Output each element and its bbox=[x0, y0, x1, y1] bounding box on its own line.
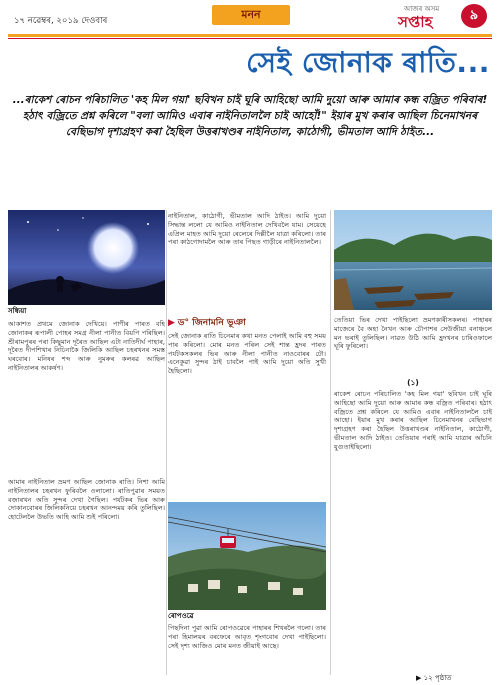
byline-marker-icon: ▶ bbox=[168, 318, 175, 328]
photo1-caption-label: সন্ধিয়া bbox=[8, 307, 27, 315]
column-2-text-mid: সেই জোনাক ৰাতি চিনেমাৰ কথা মনত পেলাই আমি বহু সময় পাৰ কৰিলো। মোৰ মনত পৰিল সেই শান্ত হ্ৰদৰ পাৰত পৰ্যটকসকলৰ ভিৰ আৰু নীলা পানীত নাওবোৰৰ ঢৌ। এনেকুৱা সুন্দৰ ঠাই চাবলৈ পাই আমি দুয়ো অতি সুখী হৈছিলো। bbox=[168, 332, 326, 376]
continued-marker-icon: ▶ bbox=[416, 674, 422, 682]
column-divider bbox=[330, 210, 331, 675]
article-teaser: ...ৰাকেশ ৰোচন পৰিচালিত 'কহ মিল গয়া' ছবিখন চাই ঘূৰি আহিছো আমি দুয়ো আৰু আমাৰ কন্ধ বজ্ৰিত পৰিবাৰ! হঠাৎ বজ্ৰিতে প্ৰশ্ন কৰিলে "বলা আমিও এবাৰ নাইনিতাললৈ চাই আহোঁ!" ইয়াৰ মুখ কৰাৰ আছিল চিনেমাখনৰ বেছিভাগ দৃশ্যগ্ৰহণ কৰা হৈছিল উত্তৰাখণ্ডৰ নাইনিতাল, কাঠোগী, ভীমতাল আদি ঠাইত... bbox=[12, 94, 488, 138]
header-rule bbox=[8, 34, 492, 37]
photo3-caption-label: ৰোপওৱে bbox=[168, 612, 194, 620]
column-1-text-bottom: আমাৰ নাইনিতাল ভ্ৰমণ আছিল জোনাক ৰাতি। নিশা আমি নাইনিতালৰ চহৰখন ফুৰিবলৈ ওলালো। ৰাতিপুৱাৰ সময়ত বজাৰখন অতি সুন্দৰ দেখা গৈছিল। পৰ্যটকৰ ভিৰ আৰু দোকানবোৰৰ জিলিকনিয়ে চহৰখন আনন্দময় কৰি তুলিছিল। হোটেললৈ উভতি আহি আমি শুই পৰিলো। bbox=[8, 478, 165, 522]
photo-ropeway bbox=[168, 502, 326, 610]
byline-author: ড° জিনামনি ভূঞা bbox=[177, 318, 246, 328]
article-title-text: সেই জোনাক ৰাতি... bbox=[246, 45, 490, 79]
brand-logo bbox=[398, 3, 458, 33]
page-number-badge: ৯ bbox=[461, 4, 487, 28]
column-1-text-top: আকাশত প্ৰথমে জোনাক দেখিয়ে। পাণীৰ পাৰত বহি জোনাকৰ ৰূপালী পোহৰ সমগ্ৰ নীলা পানীত বিয়পি পৰিছিল। শ্ৰীৰামপুৰৰ পৰা কিছুমান দূৰৈত আছিল এটা নাতিদীৰ্ঘ পাহাৰ, দূৰৈত দীপশিখাৰ নিচিনাকৈ জিলিকি আছিল চহৰখনৰ সমস্ত ঘৰবোৰ। মনিষৰ শব্দ আৰু নুমৰুৰ কলৰৱ আছিল নাইনিতালৰ আকৰ্ষণ। bbox=[8, 320, 165, 372]
article-byline bbox=[168, 315, 326, 330]
column-2-text-bottom: পিছদিনা পুৱা আমি ৰোপওৱেৰে পাহাৰৰ শিখৰলৈ গলো। তাৰ পৰা হিমালয়ৰ বৰফেৰে আবৃত শৃংগবোৰ দেখা পাইছিলো। সেই দৃশ্য আজিও মোৰ মনত জীয়াই আছে। bbox=[168, 624, 326, 650]
continued-on-page bbox=[416, 672, 452, 684]
column-3-text-bottom: ৰাকেশ ৰোচন পৰিচালিত 'কহ মিল গয়া' ছবিখন চাই ঘূৰি আহিছো আমি দুয়ো আৰু আমাৰ কন্ধ বজ্ৰিত পৰিবাৰ। হঠাৎ বজ্ৰিতে প্ৰশ্ন কৰিলে যে আমিও এবাৰ নাইনিতাললৈ চাই আহো। ইয়াৰ মুখ কৰাৰ আছিল চিনেমাখনৰ বেছিভাগ দৃশ্যগ্ৰহণ কৰা হৈছিল উত্তৰাখণ্ডৰ নাইনিতাল, কাঠোগী, ভীমতাল আদি ঠাইত। তেতিয়াৰ পৰাই আমি যাত্ৰাৰ আঁচনি যুগুতাইছিলো। bbox=[334, 390, 492, 451]
column-divider bbox=[166, 210, 167, 675]
continued-label: ১২ পৃষ্ঠাত bbox=[423, 674, 452, 682]
column-3-text-top: তেতিয়া ভিৰ দেখা পাইছিলো ভ্ৰমণকাৰীসকলৰ। পাহাৰৰ মাজেৰে বৈ অহা নৈখন আৰু চৌপাশৰ সেউজীয়া বনাঞ্চলে মন ভৰাই তুলিছিল। নাৱত উঠি আমি হ্ৰদখনৰ চাৰিওফালে ঘূৰি ফুৰিলো। bbox=[334, 316, 492, 351]
brand-name: সপ্তাহ bbox=[398, 13, 433, 31]
column-3-heading: (১) bbox=[407, 378, 419, 387]
header-rule-thin bbox=[8, 38, 492, 39]
photo3-caption bbox=[168, 612, 326, 622]
photo-night-moon bbox=[8, 210, 165, 305]
column-2-text-top: নাইনিতাল, কাঠোগী, ভীমতাল আদি ঠাইত। আমি দুয়ো সিদ্ধান্ত ললো যে আমিও নাইনিতাল দেখিবলৈ যাম। সেয়েহে এপ্ৰিল মাহত আমি দুয়ো ৰেলেৰে দিল্লীলৈ যাত্ৰা কৰিলো। তাৰ পৰা কাঠগোদামলৈ আৰু তাৰ পিছত গাড়ীৰে নাইনিতাললৈ। bbox=[168, 212, 326, 247]
article-title bbox=[246, 42, 490, 86]
photo1-caption bbox=[8, 307, 165, 317]
issue-date: ১৭ নৱেম্বৰ, ২০১৯ দেওবাৰ bbox=[14, 16, 108, 26]
brand-small-label: আজৰ অসম bbox=[404, 5, 440, 13]
photo-lake-boats bbox=[334, 210, 492, 310]
section-tag: মনন bbox=[212, 5, 290, 25]
